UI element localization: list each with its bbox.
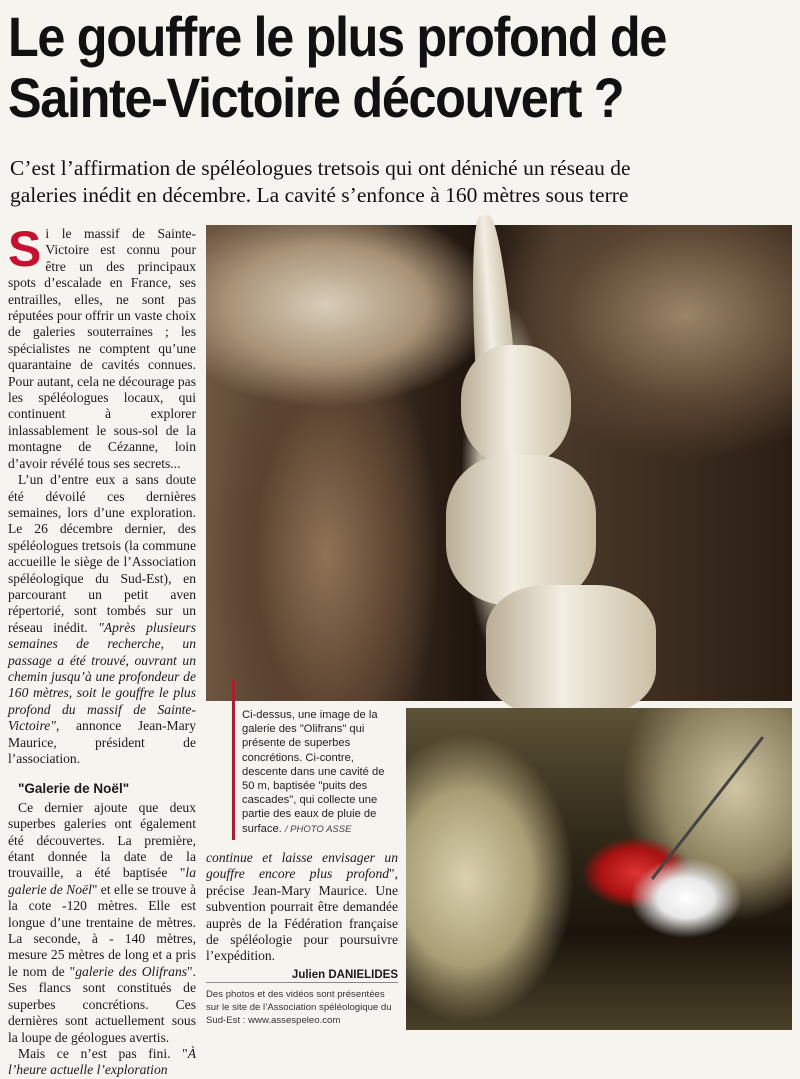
- paragraph-discovery: [8, 472, 196, 767]
- paragraph-continuation-quote: À l’heure actuelle l’exploration: [8, 1045, 196, 1078]
- mid-rest: ", précise Jean-Mary Maurice. Une subvention pourrait être demandée auprès de la Fédération française de spéléologie pour poursuivre l’expédition.: [206, 866, 398, 964]
- caption-text: Ci-dessus, une image de la galerie des "Olifrans" qui présente de superbes concrétions. Ci-contre, descente dans une cavité de 50 m, baptisée "puits des cascades", qui collecte une partie des eaux de pluie de surface.: [242, 709, 385, 835]
- divider: [206, 982, 398, 983]
- section-subhead: "Galerie de Noël": [18, 781, 130, 797]
- paragraph-galleries-b: " et elle se trouve à la cote -120 mètres. Elle est longue d’une trentaine de mètres. La seconde, à - 140 mètres, mesure 25 mètres de long et a pris le nom de ": [8, 881, 196, 979]
- paragraph-discovery-text: L’un d’entre eux a sans doute été dévoilé ces dernières semaines, lors d’une exploration. Le 26 décembre dernier, des spéléologues tretsois (la commune accueille le siège de l’Association spéléologique du Sud-Est), en parcourant un petit aven répertorié, sont tombés sur un réseau inédit.: [8, 472, 196, 635]
- deck-line-1: C’est l’affirmation de spéléologues tretsois qui ont déniché un réseau de: [10, 156, 631, 180]
- dropcap: S: [8, 221, 42, 277]
- mid-quote: continue et laisse envisager un gouffre encore plus profond: [206, 850, 398, 882]
- rope: [651, 736, 764, 880]
- quote-galerie-olifrans: galerie des Olifrans: [75, 963, 188, 979]
- quote-galerie-noel: la galerie de Noël: [8, 865, 196, 897]
- deck-subtitle: [10, 155, 790, 209]
- paragraph-mid: [206, 850, 398, 965]
- photo-puits-des-cascades: [406, 708, 792, 1030]
- author-byline: Julien DANIELIDES: [291, 968, 398, 981]
- footnote: Des photos et des vidéos sont présentées sur le site de l’Association spéléologique du Sud-Est : www.assespeleo.com: [206, 989, 392, 1026]
- paragraph-galleries-c: ". Ses flancs sont constitués de superbes concrétions. Ces dernières sont actuellement sous la loupe de géologues avertis.: [8, 963, 196, 1045]
- paragraph-galleries-a: Ce dernier ajoute que deux superbes galeries ont également été découvertes. La première, étant donnée la date de la trouvaille, a été baptisée ": [8, 799, 196, 881]
- stalagmite-base: [446, 455, 596, 605]
- headline-line-1: Le gouffre le plus profond de: [8, 5, 667, 68]
- paragraph-intro-text: i le massif de Sainte-Victoire est connu pour être un des principaux spots d’escalade en France, ses entrailles, elles, ne sont pas réputées pour offrir un vaste choix de galeries souterraines ; les spécialistes ne comptent qu’une quarantaine de cavités connues. Pour autant, cela ne décourage pas les spéléologues locaux, qui continuent à explorer inlassablement le sous-sol de la montagne de Cézanne, loin d’avoir révélé tous ses secrets...: [8, 226, 196, 471]
- deck-line-2: galeries inédit en décembre. La cavité s’enfonce à 160 mètres sous terre: [10, 183, 629, 207]
- photo-galerie-olifrans: [206, 225, 792, 701]
- photo-credit: / PHOTO ASSE: [284, 823, 352, 835]
- paragraph-continuation: [8, 1046, 196, 1079]
- stalactite-bulge: [461, 345, 571, 465]
- photo-caption: [242, 708, 398, 837]
- headline-line-2: Sainte-Victoire découvert ?: [8, 66, 624, 129]
- flowstone: [486, 585, 656, 715]
- article-column-middle: [206, 850, 398, 983]
- headline: [8, 6, 719, 128]
- paragraph-discovery-end: , annonce Jean-Mary Maurice, président de l’association.: [8, 718, 196, 766]
- article-column-left: [8, 221, 196, 1078]
- paragraph-galleries: [8, 800, 196, 1046]
- paragraph-discovery-quote: "Après plusieurs semaines de recherche, un passage a été trouvé, ouvrant un chemin jusqu’à une profondeur de 160 mètres, soit le gouffre le plus profond du massif de Sainte-Victoire": [8, 619, 196, 734]
- paragraph-continuation-a: Mais ce n’est pas fini. ": [18, 1045, 188, 1061]
- paragraph-intro: [8, 221, 196, 472]
- caption-accent-bar: [232, 680, 235, 840]
